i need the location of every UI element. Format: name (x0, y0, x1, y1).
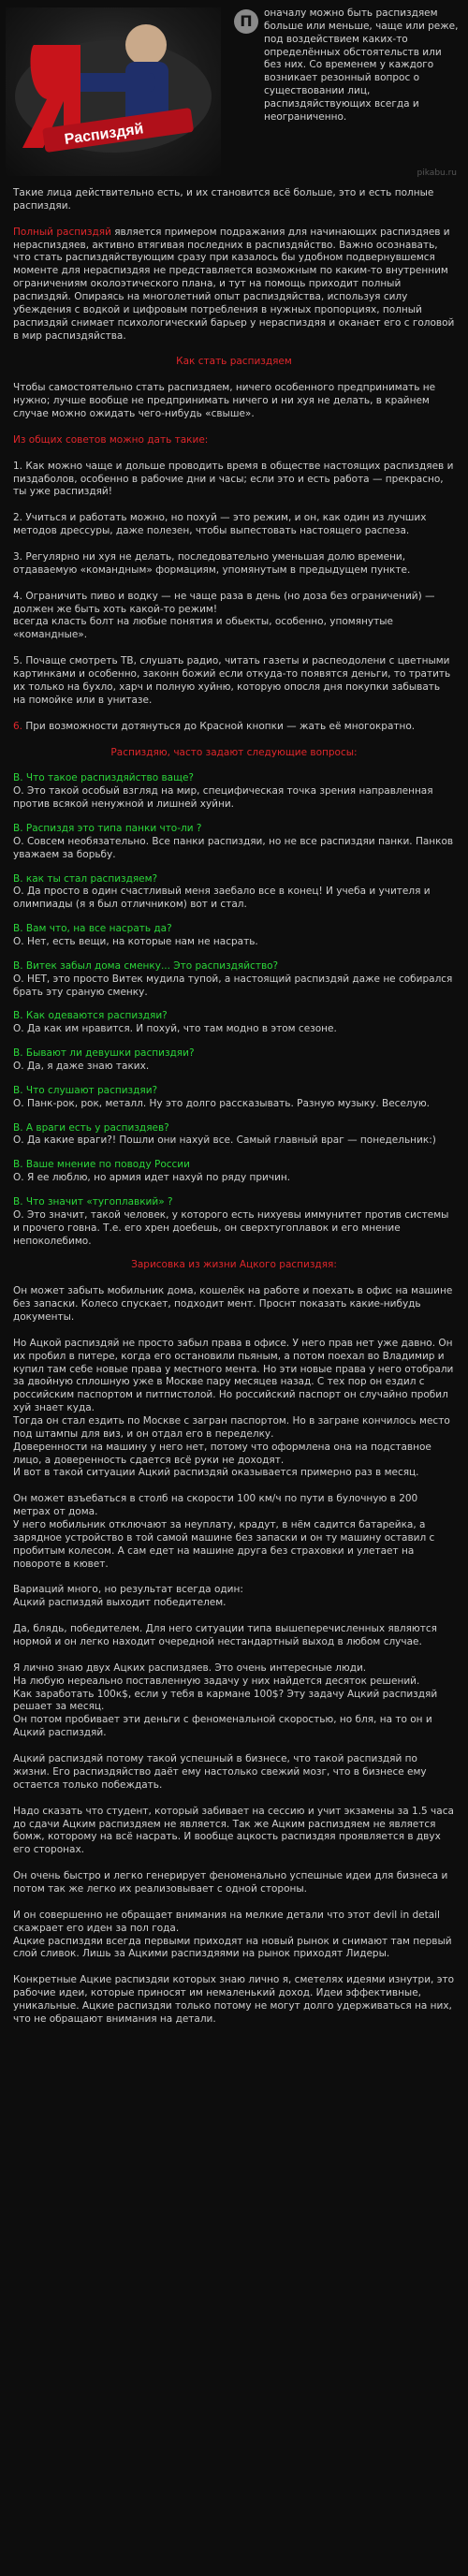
qa-question: В. Витек забыл дома сменку... Это распиздяйство? (13, 959, 279, 972)
logo-image (6, 7, 221, 176)
story-8: Надо сказать что студент, который забивает на сессию и учит экзамены за 1.5 часа до сдачи Ацким распиздяем не является. Так же Ацким распиздяем не является бомж, которому на всё насрать. И вообще ацкость распиздяя проявляется в двух его сторонах. (13, 1805, 454, 1856)
story-6: Я лично знаю двух Ацких распиздяев. Это очень интересные люди. На любую нереально поставленную задачу у них найдется десяток решений. Как заработать 100к$, если у тебя в кармане 100$? Эту задачу Ацкий распиздяй решает за месяц. Он потом пробивает эти деньги с феноменальной скоростью, но бля, на то он и Ацкий распиздяй. (13, 1661, 438, 1739)
story-11: Конкретные Ацкие распиздяи которых знаю лично я, сметелях идеями изнутри, это рабочие идеи, которые приносят им немаленький доход. Идеи эффективные, уникальные. Ацкие распиздяи только потому не могут долго удерживаться на них, что не обращают внимания на детали. (13, 1974, 455, 2025)
qa-item (13, 1010, 455, 1036)
heading-how: Как стать распиздяем (176, 356, 292, 368)
qa-answer: О. Я ее люблю, но армия идет нахуй по ряду причин. (13, 1172, 291, 1184)
qa-question: В. Бывают ли девушки распиздяи? (13, 1047, 195, 1060)
story-4: Вариаций много, но результат всегда один: Ацкий распиздяй выходит победителем. (13, 1584, 243, 1609)
qa-question: В. Вам что, на все насрать да? (13, 923, 172, 935)
qa-question: В. как ты стал распиздяем? (13, 872, 158, 885)
qa-answer: О. Да, я даже знаю таких. (13, 1060, 150, 1072)
paragraph-1: Такие лица действительно есть, и их становится всё больше, это и есть полные распиздяи. (13, 187, 434, 212)
story-10: И он совершенно не обращает внимания на мелкие детали что этот devil in detail скажрает его иден за пол года. Ацкие распиздяи всегда первыми приходят на новый рынок и снимают там первый слой сливок. Лишь за Ацкими распиздяями на рынок приходят Лидеры. (13, 1909, 452, 1960)
qa-list (13, 772, 455, 1248)
qa-answer: О. Да какие враги?! Пошли они нахуй все. Самый главный враг — понедельник:) (13, 1134, 436, 1147)
qa-item (13, 960, 455, 1000)
dropcap: П (234, 9, 258, 34)
story-3: Он может взъебаться в столб на скорости 100 км/ч по пути в булочную в 200 метрах от дома. У него мобильник отключают за неуплату, крадут, в нём садится батарейка, а зарядное устройство в той самой машине без запаски и он ту машину оставил с пробитым колесом. А сам едет на машине друга без страховки и улетает на повороте в кювет. (13, 1493, 435, 1570)
heading-qa: Распиздяю, часто задают следующие вопросы: (110, 746, 358, 758)
qa-answer: О. Совсем необязательно. Все панки распиздяи, но не все распиздяи панки. Панков уважаем за борьбу. (13, 835, 454, 860)
paragraph-2-highlight: Полный распиздяй (13, 226, 111, 238)
qa-answer: О. НЕТ, это просто Витек мудила тупой, а настоящий распиздяй даже не собирался брать эту сраную сменку. (13, 973, 453, 998)
tip-6-number: 6. (13, 720, 23, 732)
tip-2: 2. Учиться и работать можно, но похуй — это режим, и он, как один из лучших методов дрессуры, даже полезен, чтобы выпестовать настоящего распеза. (13, 512, 427, 537)
qa-item (13, 1085, 455, 1111)
intro-text: оначалу можно быть распиздяем больше или меньше, чаще или реже, под воздействием каких-то определённых обстоятельств или без них. Со временем у каждого возникает резонный вопрос о существовании лиц, распиздяйствующих всегда и неограниченно. (264, 7, 459, 123)
qa-item (13, 1159, 455, 1185)
story-5: Да, блядь, победителем. Для него ситуации типа вышеперечисленных являются нормой и он легко находит очередной нестандартный выход в любом случае. (13, 1623, 437, 1648)
paragraph-2-text: является примером подражания для начинающих распиздяев и нераспиздяев, активно втягивая последних в распиздяйство. Важно осознавать, что стать распиздяйствующим сразу при казалось бы удобном подвернувшемся моменте для нераспиздяя не представляется возможным по каким-то внутренним ограничениям околоэтического плана, и тут на помощь приходит полный распиздяй. Опираясь на многолетний опыт распиздяйства, используя силу убеждения с водкой и цифровым потребления в нужных пропорциях, полный распиздяй снимает психологический барьер у нераспиздяя и оканает его с головой в мир распиздяйства. (13, 226, 455, 342)
qa-item (13, 1196, 455, 1248)
hero (0, 0, 468, 187)
tip-4: 4. Ограничить пиво и водку — не чаще раза в день (но доза без ограничений) — должен же быть хоть какой-то режим! всегда класть болт на любые понятия и обьекты, особенно, упомянутые «командные». (13, 590, 435, 641)
qa-item (13, 823, 455, 862)
qa-item (13, 873, 455, 913)
qa-answer: О. Нет, есть вещи, на которые нам не насрать. (13, 935, 258, 947)
paragraph-2 (13, 227, 455, 344)
qa-question: В. А враги есть у распиздяев? (13, 1121, 169, 1134)
svg-text:Распиздяй: Распиздяй (63, 121, 145, 148)
logo-graphic (6, 7, 221, 176)
qa-answer: О. Это такой особый взгляд на мир, специфическая точка зрения направленная против всякой ненужной и лишней хуйни. (13, 785, 433, 811)
watermark: pikabu.ru (417, 168, 457, 178)
paragraph-3: Чтобы самостоятельно стать распиздяем, ничего особенного предпринимать не нужно; лучше вообще не предпринимать ничего и ни хуя не делать, в крайнем случае можно ожидать чего-нибудь «свыше». (13, 382, 436, 420)
qa-item (13, 1047, 455, 1074)
qa-question: В. Ваше мнение по поводу России (13, 1159, 190, 1171)
tip-6 (13, 721, 455, 734)
heading-tips: Из общих советов можно дать такие: (13, 433, 209, 446)
tip-6-text: При возможности дотянуться до Красной кнопки — жать её многократно. (22, 720, 416, 732)
article-body (0, 187, 468, 2027)
qa-item (13, 1122, 455, 1149)
heading-story: Зарисовка из жизни Ацкого распиздяя: (131, 1259, 337, 1271)
story-9: Он очень быстро и легко генерирует феноменально успешные идеи для бизнеса и потом так же легко их реализовывает с одной стороны. (13, 1870, 448, 1895)
qa-question: В. Что слушают распиздяи? (13, 1084, 158, 1096)
tip-5: 5. Почаще смотреть ТВ, слушать радио, читать газеты и распеодолени с цветными картинками и особенно, законн божий если откуда-то появятся деньги, то тратить их только на бухло, харч и полную хуйню, которую опосля дня покупки забывать на помойке или в унитазе. (13, 655, 451, 706)
qa-item (13, 772, 455, 812)
qa-answer: О. Да как им нравится. И похуй, что там модно в этом сезоне. (13, 1023, 337, 1035)
qa-answer: О. Панк-рок, рок, металл. Ну это долго рассказывать. Разную музыку. Веселую. (13, 1097, 431, 1109)
qa-answer: О. Да просто в один счастливый меня заебало все в конец! И учеба и учителя и олимпиады (я я был отличником) вот и стал. (13, 886, 431, 911)
qa-question: В. Что значит «тугоплавкий» ? (13, 1195, 173, 1208)
story-1: Он может забыть мобильник дома, кошелёк на работе и поехать в офис на машине без запаски. Колесо спускает, подходит мент. Проснт показать какие-нибудь документы. (13, 1285, 453, 1323)
qa-answer: О. Это значит, такой человек, у которого есть нихуевы иммунитет против системы и прочего говна. Т.е. его хрен доебешь, он сверхтугоплавок и его мнение непоколебимо. (13, 1208, 449, 1247)
tip-1: 1. Как можно чаще и дольше проводить время в обществе настоящих распиздяев и пиздаболов, особенно в рабочие дни и часы; если это и есть работа — прекрасно, ты уже распиздяй! (13, 460, 454, 498)
tip-3: 3. Регулярно ни хуя не делать, последовательно уменьшая долю времени, отдаваемую «командным» формациям, упомянутым в предыдущем пункте. (13, 551, 411, 576)
qa-question: В. Распиздя это типа панки что-ли ? (13, 822, 202, 834)
qa-item (13, 923, 455, 949)
qa-question: В. Что такое распиздяйство ваще? (13, 772, 194, 784)
qa-question: В. Как одеваются распиздяи? (13, 1010, 168, 1022)
story-2: Но Ацкой распиздяй не просто забыл права в офисе. У него прав нет уже давно. Он их пробил в питере, когда его остановили пьяным, а потом поехал во Владимир и купил там себе новые права у местного мента. Но эти новые права у него отобрали за двойную сплошную уже в Москве пару месяцев назад. С тех пор он ездил с российским паспортом и питпистолой. Но российский паспорт он случайно пробил хуй знает куда. Тогда он стал ездить по Москве с загран паспортом. Но в загране кончилось место под штампы для виз, и он отдал его в переделку. Доверенности на машину у него нет, потому что оформлена она на подставное лицо, а доверенность сдается всё руки не доходят. И вот в такой ситуации Ацкий распиздяй оказывается примерно раз в месяц. (13, 1337, 454, 1479)
story-7: Ацкий распиздяй потому такой успешный в бизнесе, что такой распиздяй по жизни. Его распиздяйство даёт ему настолько свежий мозг, что в бизнесе ему остается только побеждать. (13, 1753, 427, 1791)
